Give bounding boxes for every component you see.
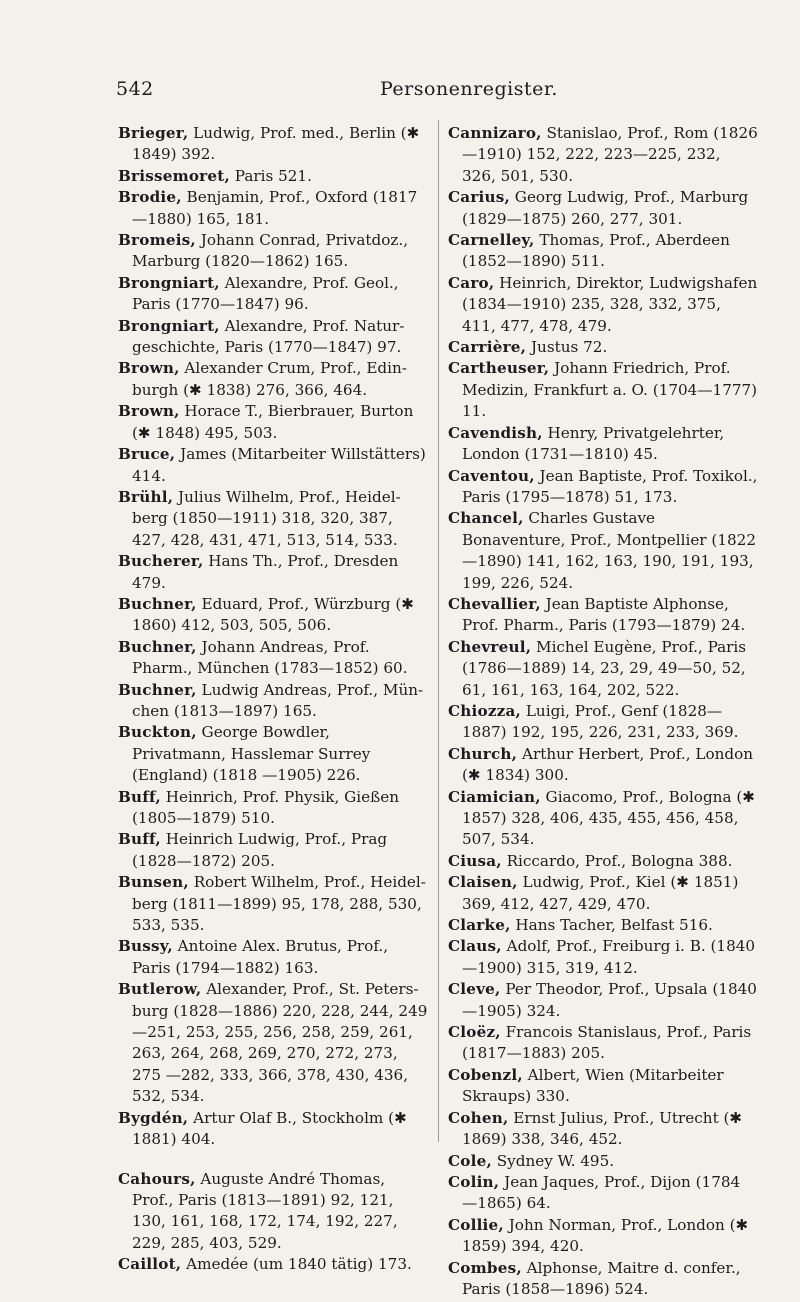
left-column	[118, 123, 428, 1276]
index-entry	[118, 187, 428, 230]
entry-details: Sydney W. 495.	[491, 1151, 615, 1170]
index-entry	[118, 1254, 428, 1275]
entry-details: Henry, Privatgelehrter, London (1731—1810) 45.	[462, 423, 725, 464]
entry-name: Buchner,	[118, 594, 197, 613]
index-entry	[118, 551, 428, 594]
entry-name: Brissemoret,	[118, 166, 230, 185]
index-entry	[448, 1215, 758, 1258]
entry-name: Chevreul,	[448, 637, 532, 656]
entry-name: Brühl,	[118, 487, 174, 506]
entry-name: Buchner,	[118, 680, 197, 699]
entry-details: Hans Th., Prof., Dresden 479.	[132, 552, 399, 592]
entry-name: Church,	[448, 744, 518, 763]
entry-name: Bunsen,	[118, 873, 189, 892]
index-entry	[448, 744, 758, 787]
entry-name: Carnelley,	[448, 231, 535, 250]
page-header	[0, 78, 800, 108]
entry-details: Jean Baptiste Alphonse, Prof. Pharm., Paris (1793—1879) 24.	[462, 594, 746, 635]
index-entry	[448, 851, 758, 872]
index-entry	[118, 1108, 428, 1151]
entry-details: Johann Conrad, Privatdoz., Marburg (1820—1862) 165.	[132, 231, 409, 271]
entry-name: Buff,	[118, 830, 161, 849]
index-entry	[448, 594, 758, 637]
index-entry	[448, 787, 758, 851]
entry-details: Artur Olaf B., Stockholm (✱ 1881) 404.	[132, 1108, 407, 1149]
entry-details: Ludwig, Prof., Kiel (✱ 1851) 369, 412, 427, 429, 470.	[462, 873, 739, 913]
entry-details: Antoine Alex. Brutus, Prof., Paris (1794—1882) 163.	[132, 937, 389, 977]
entry-details: Heinrich, Prof. Physik, Gießen (1805—1879) 510.	[132, 787, 400, 827]
index-entry	[448, 1151, 758, 1172]
entry-details: Stanislao, Prof., Rom (1826 —1910) 152, 222, 223—225, 232, 326, 501, 530.	[462, 124, 758, 185]
entry-details: Heinrich, Direktor, Ludwigshafen (1834—1910) 235, 328, 332, 375, 411, 477, 478, 479.	[462, 273, 758, 335]
index-entry	[448, 936, 758, 979]
index-entry	[448, 1065, 758, 1108]
running-title: Personenregister.	[380, 78, 558, 100]
index-entry	[448, 337, 758, 358]
entry-details: Heinrich Ludwig, Prof., Prag (1828—1872) 205.	[132, 830, 388, 870]
index-entry	[448, 637, 758, 701]
entry-details: Johann Andreas, Prof. Pharm., München (1783—1852) 60.	[132, 637, 408, 678]
index-entry	[448, 1258, 758, 1301]
index-entry	[448, 1108, 758, 1151]
index-entry	[118, 123, 428, 166]
entry-name: Cartheuser,	[448, 359, 550, 378]
entry-details: John Norman, Prof., London (✱ 1859) 394, 420.	[462, 1215, 749, 1256]
index-entry	[448, 508, 758, 594]
entry-name: Claisen,	[448, 873, 518, 892]
index-entry	[448, 187, 758, 230]
index-entry	[118, 273, 428, 316]
entry-details: Jean Baptiste, Prof. Toxikol., Paris (1795—1878) 51, 173.	[462, 466, 758, 506]
entry-details: Horace T., Bierbrauer, Burton (✱ 1848) 495, 503.	[132, 402, 414, 442]
index-entry	[448, 979, 758, 1022]
page-number: 542	[116, 78, 154, 100]
index-entry	[118, 637, 428, 680]
entry-name: Cannizaro,	[448, 124, 542, 142]
entry-name: Caventou,	[448, 466, 535, 485]
entry-details: Ernst Julius, Prof., Utrecht (✱ 1869) 338, 346, 452.	[462, 1108, 743, 1149]
index-entry	[118, 872, 428, 936]
entry-details: Michel Eugène, Prof., Paris (1786—1889) 14, 23, 29, 49—50, 52, 61, 161, 163, 164, 202, 522.	[462, 637, 747, 699]
index-entry	[118, 358, 428, 401]
entry-name: Collie,	[448, 1215, 504, 1234]
index-entry	[118, 230, 428, 273]
entry-details: Benjamin, Prof., Oxford (1817 —1880) 165, 181.	[132, 188, 418, 228]
entry-details: Auguste André Thomas, Prof., Paris (1813—1891) 92, 121, 130, 161, 168, 172, 174, 192, 227, 229, 285, 403, 529.	[132, 1169, 398, 1252]
entry-name: Buchner,	[118, 637, 197, 656]
entry-details: Per Theodor, Prof., Upsala (1840—1905) 324.	[462, 980, 757, 1020]
entry-name: Butlerow,	[118, 980, 202, 999]
entry-details: James (Mitarbeiter Willstätters) 414.	[132, 445, 426, 485]
column-divider	[438, 120, 439, 1142]
index-entry	[448, 423, 758, 466]
index-entry	[118, 722, 428, 786]
entry-name: Chiozza,	[448, 701, 522, 720]
entry-details: Julius Wilhelm, Prof., Heidel-berg (1850—1911) 318, 320, 387, 427, 428, 431, 471, 513, 514, 533.	[132, 487, 401, 549]
entry-name: Brongniart,	[118, 273, 220, 292]
entry-name: Colin,	[448, 1172, 500, 1191]
entry-details: Alexander, Prof., St. Peters-burg (1828—1886) 220, 228, 244, 249 —251, 253, 255, 256, 258, 259, 261, 263, 264, 268, 269, 270, 272, 273, 275 —282, 333, 366, 378, 430, 436, 532, 534.	[132, 980, 428, 1106]
index-entry	[448, 915, 758, 936]
index-entry	[448, 358, 758, 422]
index-entry	[118, 979, 428, 1107]
index-entry	[448, 230, 758, 273]
index-entry	[448, 701, 758, 744]
index-entry	[118, 401, 428, 444]
entry-details: Alexandre, Prof. Natur-geschichte, Paris (1770—1847) 97.	[132, 316, 405, 357]
index-entry	[118, 1169, 428, 1255]
entry-details: George Bowdler, Privatmann, Hasslemar Surrey (England) (1818 —1905) 226.	[132, 723, 371, 785]
entry-details: Johann Friedrich, Prof. Medizin, Frankfurt a. O. (1704—1777) 11.	[462, 359, 758, 421]
entry-name: Bussy,	[118, 937, 173, 956]
entry-details: Riccardo, Prof., Bologna 388.	[501, 851, 733, 870]
index-entry	[118, 444, 428, 487]
right-column	[448, 123, 758, 1300]
entry-name: Buff,	[118, 787, 161, 806]
index-entry	[118, 487, 428, 551]
entry-details: Ludwig Andreas, Prof., Mün-chen (1813—1897) 165.	[132, 680, 424, 720]
entry-name: Brown,	[118, 402, 180, 421]
entry-name: Cloëz,	[448, 1023, 501, 1042]
index-entry	[118, 936, 428, 979]
entry-name: Ciamician,	[448, 787, 541, 806]
index-entry	[118, 787, 428, 830]
entry-details: Amedée (um 1840 tätig) 173.	[181, 1255, 412, 1274]
index-entry	[118, 316, 428, 359]
entry-name: Brongniart,	[118, 316, 220, 335]
entry-details: Francois Stanislaus, Prof., Paris (1817—1883) 205.	[462, 1023, 752, 1063]
entry-details: Alexander Crum, Prof., Edin-burgh (✱ 1838) 276, 366, 464.	[132, 359, 407, 399]
index-entry	[448, 872, 758, 915]
index-entry	[118, 829, 428, 872]
entry-name: Combes,	[448, 1258, 522, 1277]
entry-details: Robert Wilhelm, Prof., Heidel-berg (1811—1899) 95, 178, 288, 530, 533, 535.	[132, 873, 426, 935]
entry-details: Alexandre, Prof. Geol., Paris (1770—1847) 96.	[132, 273, 399, 314]
entry-name: Bucherer,	[118, 552, 204, 571]
entry-name: Brodie,	[118, 188, 182, 207]
entry-details: Luigi, Prof., Genf (1828—1887) 192, 195, 226, 231, 233, 369.	[462, 701, 739, 742]
entry-name: Ciusa,	[448, 851, 502, 870]
entry-details: Jean Jaques, Prof., Dijon (1784 —1865) 64.	[462, 1172, 741, 1213]
index-entry	[448, 1022, 758, 1065]
index-entry	[118, 594, 428, 637]
entry-name: Bygdén,	[118, 1108, 189, 1127]
entry-name: Cohen,	[448, 1108, 509, 1127]
entry-details: Hans Tacher, Belfast 516.	[510, 916, 713, 935]
entry-details: Justus 72.	[526, 338, 608, 357]
entry-details: Adolf, Prof., Freiburg i. B. (1840—1900) 315, 319, 412.	[462, 937, 756, 977]
entry-details: Alphonse, Maitre d. confer., Paris (1858—1896) 524.	[462, 1258, 741, 1298]
entry-name: Cobenzl,	[448, 1065, 523, 1084]
entry-name: Cleve,	[448, 980, 501, 999]
entry-name: Claus,	[448, 937, 502, 956]
index-entry	[448, 1172, 758, 1215]
entry-details: Georg Ludwig, Prof., Marburg (1829—1875) 260, 277, 301.	[462, 188, 749, 228]
entry-details: Paris 521.	[229, 166, 312, 185]
index-entry	[118, 166, 428, 187]
entry-name: Brieger,	[118, 124, 189, 142]
index-entry	[118, 680, 428, 723]
entry-details: Charles Gustave Bonaventure, Prof., Montpellier (1822—1890) 141, 162, 163, 190, 191, 193, 199, 226, 524.	[462, 509, 756, 592]
entry-name: Cavendish,	[448, 423, 543, 442]
entry-details: Eduard, Prof., Würzburg (✱ 1860) 412, 503, 505, 506.	[132, 594, 414, 635]
entry-name: Cole,	[448, 1151, 492, 1170]
entry-name: Bromeis,	[118, 231, 196, 250]
entry-name: Cahours,	[118, 1169, 196, 1188]
entry-name: Carrière,	[448, 338, 527, 357]
entry-name: Caro,	[448, 273, 495, 292]
entry-name: Chevallier,	[448, 594, 541, 613]
entry-name: Chancel,	[448, 509, 524, 528]
entry-name: Brown,	[118, 359, 180, 378]
index-entry	[448, 123, 758, 187]
entry-name: Buckton,	[118, 723, 197, 742]
entry-details: Giacomo, Prof., Bologna (✱ 1857) 328, 406, 435, 455, 456, 458, 507, 534.	[462, 787, 755, 849]
entry-name: Caillot,	[118, 1255, 182, 1274]
entry-details: Ludwig, Prof. med., Berlin (✱ 1849) 392.	[132, 124, 420, 164]
index-entry	[448, 273, 758, 337]
entry-name: Clarke,	[448, 916, 511, 935]
entry-details: Arthur Herbert, Prof., London (✱ 1834) 300.	[462, 744, 754, 785]
entry-name: Carius,	[448, 188, 510, 207]
index-entry	[448, 466, 758, 509]
entry-name: Bruce,	[118, 445, 176, 464]
entry-details: Thomas, Prof., Aberdeen (1852—1890) 511.	[462, 231, 730, 271]
entry-details: Albert, Wien (Mitarbeiter Skraups) 330.	[462, 1065, 724, 1106]
